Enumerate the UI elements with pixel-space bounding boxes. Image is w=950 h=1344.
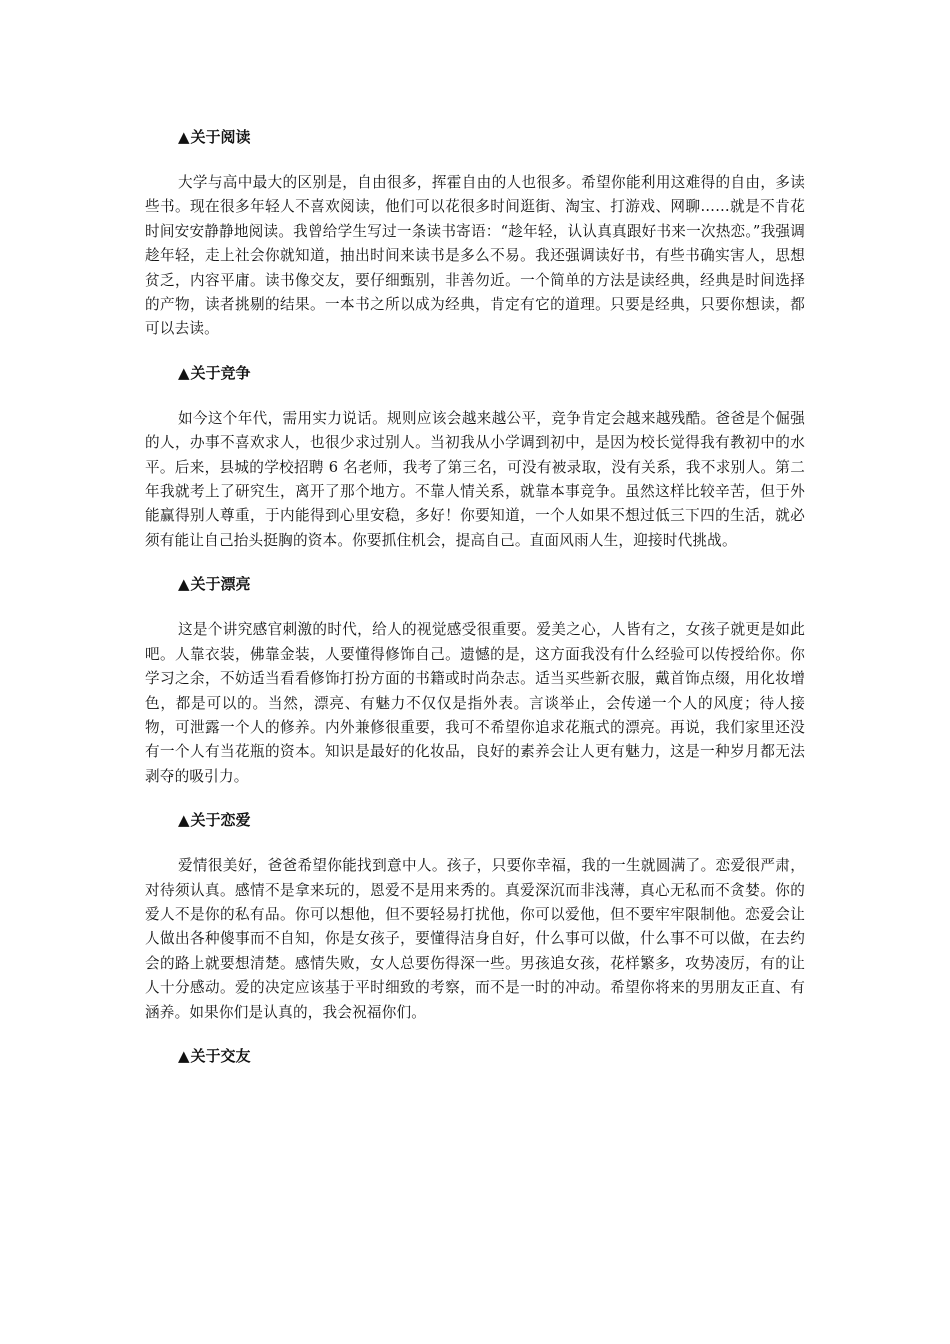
section-reading <box>145 126 805 342</box>
section-heading-text: 关于阅读 <box>190 128 251 146</box>
section-paragraph: 这是个讲究感官刺激的时代，给人的视觉感受很重要。爱美之心，人皆有之，女孩子就更是如此吧。人靠衣装，佛靠金装，人要懂得修饰自己。遗憾的是，这方面我没有什么经验可以传授给你。你学习之余，不妨适当看看修饰打扮方面的书籍或时尚杂志。适当买些新衣服，戴首饰点缀，用化妆增色，都是可以的。当然，漂亮、有魅力不仅仅是指外表。言谈举止，会传递一个人的风度；待人接物，可泄露一个人的修养。内外兼修很重要，我可不希望你追求花瓶式的漂亮。再说，我们家里还没有一个人有当花瓶的资本。知识是最好的化妆品，良好的素养会让人更有魅力，这是一种岁月都无法剥夺的吸引力。 <box>145 621 805 785</box>
section-friendship <box>145 1045 805 1067</box>
section-heading <box>145 1045 805 1067</box>
triangle-marker-icon: ▲ <box>178 1046 190 1065</box>
document-content <box>145 126 805 1090</box>
section-heading <box>145 362 805 384</box>
section-paragraph: 大学与高中最大的区别是，自由很多，挥霍自由的人也很多。希望你能利用这难得的自由，多读些书。现在很多年轻人不喜欢阅读，他们可以花很多时间逛街、淘宝、打游戏、网聊……就是不肯花时间安安静静地阅读。我曾给学生写过一条读书寄语：“趁年轻，认认真真跟好书来一次热恋。”我强调趁年轻，走上社会你就知道，抽出时间来读书是多么不易。我还强调读好书，有些书确实害人，思想贫乏，内容平庸。读书像交友，要仔细甄别，非善勿近。一个简单的方法是读经典，经典是时间选择的产物，读者挑剔的结果。一本书之所以成为经典，肯定有它的道理。只要是经典，只要你想读，都可以去读。 <box>145 174 805 338</box>
section-heading <box>145 809 805 831</box>
section-beauty <box>145 573 805 789</box>
section-paragraph: 爱情很美好，爸爸希望你能找到意中人。孩子，只要你幸福，我的一生就圆满了。恋爱很严肃，对待须认真。感情不是拿来玩的，恩爱不是用来秀的。真爱深沉而非浅薄，真心无私而不贪婪。你的爱人不是你的私有品。你可以想他，但不要轻易打扰他，你可以爱他，但不要牢牢限制他。恋爱会让人做出各种傻事而不自知，你是女孩子，要懂得洁身自好，什么事可以做，什么事不可以做，在去约会的路上就要想清楚。感情失败，女人总要伤得深一些。男孩追女孩，花样繁多，攻势凌厉，有的让人十分感动。爱的决定应该基于平时细致的考察，而不是一时的冲动。希望你将来的男朋友正直、有涵养。如果你们是认真的，我会祝福你们。 <box>145 857 805 1021</box>
triangle-marker-icon: ▲ <box>178 363 190 382</box>
section-heading-text: 关于漂亮 <box>190 575 251 594</box>
section-heading <box>145 126 805 148</box>
section-heading <box>145 573 805 595</box>
triangle-marker-icon: ▲ <box>178 128 190 146</box>
triangle-marker-icon: ▲ <box>178 575 190 594</box>
section-love <box>145 809 805 1025</box>
section-heading-text: 关于竞争 <box>190 363 251 382</box>
section-heading-text: 关于交友 <box>190 1046 251 1065</box>
triangle-marker-icon: ▲ <box>178 811 190 830</box>
section-paragraph: 如今这个年代，需用实力说话。规则应该会越来越公平，竞争肯定会越来越残酷。爸爸是个倔强的人，办事不喜欢求人，也很少求过别人。当初我从小学调到初中，是因为校长觉得我有教初中的水平。后来，县城的学校招聘 6 名老师，我考了第三名，可没有被录取，没有关系，我不求别人。第二年我就考上了研究生，离开了那个地方。不靠人情关系，就靠本事竞争。虽然这样比较辛苦，但于外能赢得别人尊重，于内能得到心里安稳，多好！你要知道，一个人如果不想过低三下四的生活，就必须有能让自己抬头挺胸的资本。你要抓住机会，提高自己。直面风雨人生，迎接时代挑战。 <box>145 409 805 549</box>
section-heading-text: 关于恋爱 <box>190 811 251 830</box>
section-competition <box>145 362 805 553</box>
